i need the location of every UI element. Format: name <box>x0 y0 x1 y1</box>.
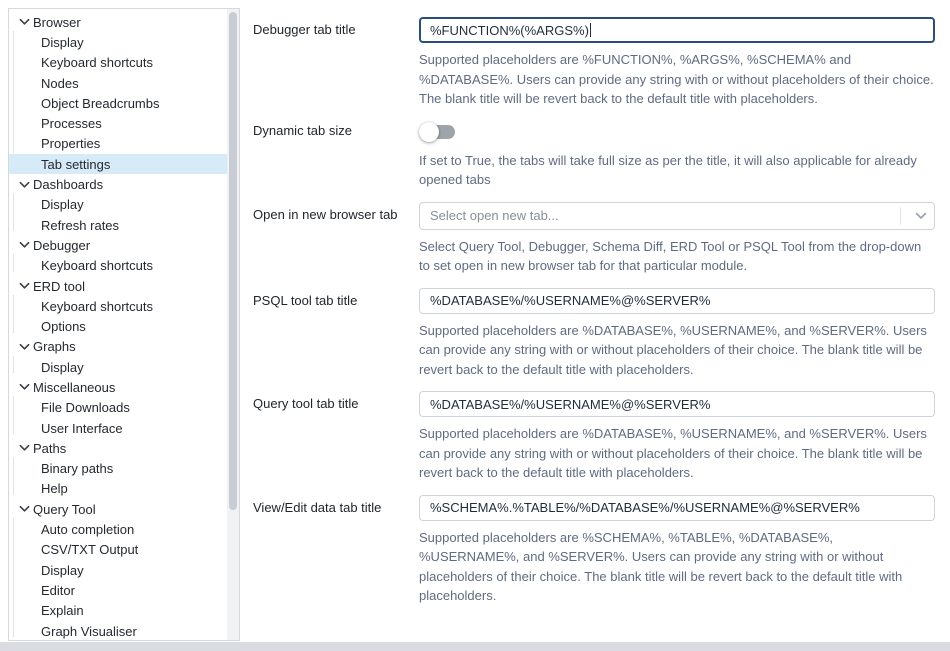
chevron-down-icon[interactable] <box>17 441 32 456</box>
tree-item-nodes[interactable] <box>9 73 239 93</box>
preferences-tree-panel <box>8 8 240 641</box>
input-value: %FUNCTION%(%ARGS%) <box>430 22 589 38</box>
chevron-down-icon[interactable] <box>17 15 32 30</box>
pref-label-text: Open in new browser tab <box>253 206 398 222</box>
pref-row-debugger-tab-title <box>253 17 934 109</box>
pref-row-dynamic-tab-size <box>253 121 934 190</box>
tree-item-label: Display <box>41 359 84 375</box>
preferences-tree <box>9 9 239 641</box>
chevron-down-icon[interactable] <box>17 339 32 354</box>
select-divider <box>900 207 901 225</box>
tree-item-display[interactable] <box>9 32 239 52</box>
pref-help-text: Supported placeholders are %SCHEMA%, %TABLE%, %DATABASE%, %USERNAME%, and %SERVER%. Users can provide any string with or without placeholders of their choice. The blank title will be revert back to the default title with placeholders. <box>419 529 903 603</box>
tree-item-dashboards[interactable] <box>9 174 239 194</box>
pref-help-text: Supported placeholders are %DATABASE%, %USERNAME%, and %SERVER%. Users can provide any string with or without placeholders of their choice. The blank title will be revert back to the default title with placeholders. <box>419 426 927 480</box>
tree-item-label: ERD tool <box>33 278 86 294</box>
tree-item-csv-txt-output[interactable] <box>9 540 239 560</box>
pref-control <box>419 121 935 190</box>
tree-scrollbar-thumb[interactable] <box>229 12 237 510</box>
tree-item-refresh-rates[interactable] <box>9 215 239 235</box>
tree-item-label: Binary paths <box>41 461 114 477</box>
input-value: %DATABASE%/%USERNAME%@%SERVER% <box>430 396 711 412</box>
pref-help-text: Select Query Tool, Debugger, Schema Diff, ERD Tool or PSQL Tool from the drop-down to set open in new browser tab for that particular module. <box>419 238 922 273</box>
pref-control <box>419 288 935 380</box>
pref-label <box>253 17 419 109</box>
pref-control <box>419 17 935 109</box>
tree-item-label: Nodes <box>41 75 79 91</box>
tree-item-label: Display <box>41 197 84 213</box>
pref-row-query-tool-tab-title <box>253 391 934 483</box>
input-value: %SCHEMA%.%TABLE%/%DATABASE%/%USERNAME%@%SERVER% <box>430 500 860 515</box>
pref-row-psql-tool-tab-title <box>253 288 934 380</box>
tree-item-label: CSV/TXT Output <box>41 542 139 558</box>
pref-help-text: If set to True, the tabs will take full size as per the title, it will also applicable for already opened tabs <box>419 152 917 187</box>
tree-item-label: Refresh rates <box>41 217 120 233</box>
text-cursor <box>590 23 591 37</box>
tree-item-label: Keyboard shortcuts <box>41 298 154 314</box>
tree-item-miscellaneous[interactable] <box>9 377 239 397</box>
pref-label-text: Dynamic tab size <box>253 122 352 138</box>
tree-item-auto-completion[interactable] <box>9 519 239 539</box>
tree-item-debugger[interactable] <box>9 235 239 255</box>
pref-control <box>419 202 935 276</box>
tree-item-binary-paths[interactable] <box>9 459 239 479</box>
pref-label <box>253 202 419 276</box>
tree-item-browser[interactable] <box>9 12 239 32</box>
chevron-down-icon[interactable] <box>17 238 32 253</box>
chevron-down-icon[interactable] <box>17 380 32 395</box>
tree-item-label: Object Breadcrumbs <box>41 95 160 111</box>
pref-label-text: View/Edit data tab title <box>253 499 382 515</box>
tree-item-graph-visualiser[interactable] <box>9 621 239 641</box>
tree-item-tab-settings[interactable] <box>9 154 239 174</box>
tree-scrollbar[interactable] <box>227 9 239 640</box>
tree-item-label: Explain <box>41 603 84 619</box>
pref-help-text: Supported placeholders are %FUNCTION%, %ARGS%, %SCHEMA% and %DATABASE%. Users can provide any string with or without placeholders of their choice. The blank title will be revert back to the default title with placeholders. <box>419 52 934 106</box>
pref-label <box>253 391 419 483</box>
chevron-down-icon[interactable] <box>17 502 32 517</box>
tree-item-query-tool[interactable] <box>9 499 239 519</box>
dialog-bottom-edge <box>0 642 950 651</box>
pref-label-text: Query tool tab title <box>253 396 359 411</box>
tree-item-file-downloads[interactable] <box>9 398 239 418</box>
pref-select-open-in-new-browser-tab[interactable] <box>419 202 935 230</box>
tree-item-editor[interactable] <box>9 580 239 600</box>
tree-item-label: User Interface <box>41 420 123 436</box>
tree-item-keyboard-shortcuts[interactable] <box>9 256 239 276</box>
pref-label <box>253 121 419 190</box>
pref-toggle-dynamic-tab-size[interactable] <box>421 125 455 139</box>
tree-item-explain[interactable] <box>9 601 239 621</box>
tree-item-label: File Downloads <box>41 400 130 416</box>
tree-item-label: Display <box>41 34 84 50</box>
tree-item-label: Help <box>41 481 68 497</box>
chevron-down-icon[interactable] <box>17 177 32 192</box>
tree-item-label: Browser <box>33 14 81 30</box>
tree-item-graphs[interactable] <box>9 337 239 357</box>
tree-group-query-tool <box>9 499 239 641</box>
tree-item-keyboard-shortcuts[interactable] <box>9 296 239 316</box>
tree-item-label: Dashboards <box>33 177 104 193</box>
tree-item-options[interactable] <box>9 316 239 336</box>
tree-item-label: Tab settings <box>41 156 111 172</box>
select-placeholder: Select open new tab... <box>430 208 559 223</box>
tree-item-keyboard-shortcuts[interactable] <box>9 53 239 73</box>
tree-item-label: Query Tool <box>33 501 96 517</box>
tree-item-label: Miscellaneous <box>33 379 116 395</box>
toggle-knob[interactable] <box>419 122 439 142</box>
tree-group-paths <box>9 438 239 499</box>
pref-row-view-edit-data-tab-title <box>253 495 934 606</box>
input-value: %DATABASE%/%USERNAME%@%SERVER% <box>430 293 711 308</box>
pref-row-open-in-new-browser-tab <box>253 202 934 276</box>
chevron-down-icon[interactable] <box>908 203 934 229</box>
tree-item-label: Properties <box>41 136 101 152</box>
pref-help-text: Supported placeholders are %DATABASE%, %USERNAME%, and %SERVER%. Users can provide any string with or without placeholders of their choice. The blank title will be revert back to the default title with placeholders. <box>419 322 927 377</box>
chevron-down-icon[interactable] <box>17 279 32 294</box>
tree-group-debugger <box>9 235 239 276</box>
tree-group-browser <box>9 12 239 174</box>
tree-item-properties[interactable] <box>9 134 239 154</box>
tree-group-erd-tool <box>9 276 239 337</box>
tree-item-paths[interactable] <box>9 438 239 458</box>
tree-item-display[interactable] <box>9 357 239 377</box>
tree-item-label: Processes <box>41 116 102 132</box>
tree-item-label: Auto completion <box>41 522 135 538</box>
tree-group-dashboards <box>9 174 239 235</box>
tree-item-label: Options <box>41 319 86 335</box>
tree-item-user-interface[interactable] <box>9 418 239 438</box>
tree-item-label: Graphs <box>33 339 76 355</box>
pref-label <box>253 495 419 606</box>
tree-group-graphs <box>9 337 239 378</box>
pref-label-text: Debugger tab title <box>253 22 356 37</box>
tree-item-label: Graph Visualiser <box>41 623 137 639</box>
tree-item-display[interactable] <box>9 560 239 580</box>
pref-input-view-edit-data-tab-title[interactable] <box>419 495 935 521</box>
tree-item-erd-tool[interactable] <box>9 276 239 296</box>
pref-label-text: PSQL tool tab title <box>253 292 358 308</box>
tree-item-object-breadcrumbs[interactable] <box>9 93 239 113</box>
preferences-dialog-body <box>8 8 942 641</box>
tree-item-label: Keyboard shortcuts <box>41 258 154 274</box>
pref-control <box>419 495 935 606</box>
tree-item-label: Paths <box>33 440 67 456</box>
tree-group-miscellaneous <box>9 377 239 438</box>
tree-item-label: Editor <box>41 582 75 598</box>
tree-item-display[interactable] <box>9 195 239 215</box>
pref-control <box>419 391 935 483</box>
pref-label <box>253 288 419 380</box>
pref-input-psql-tool-tab-title[interactable] <box>419 288 935 314</box>
tree-item-label: Keyboard shortcuts <box>41 55 154 71</box>
preferences-content-panel <box>240 8 942 641</box>
pref-input-query-tool-tab-title[interactable] <box>419 391 935 417</box>
tree-item-help[interactable] <box>9 479 239 499</box>
pref-input-debugger-tab-title[interactable] <box>419 17 935 43</box>
tree-item-label: Debugger <box>33 237 91 253</box>
tree-item-processes[interactable] <box>9 113 239 133</box>
tree-item-label: Display <box>41 562 84 578</box>
